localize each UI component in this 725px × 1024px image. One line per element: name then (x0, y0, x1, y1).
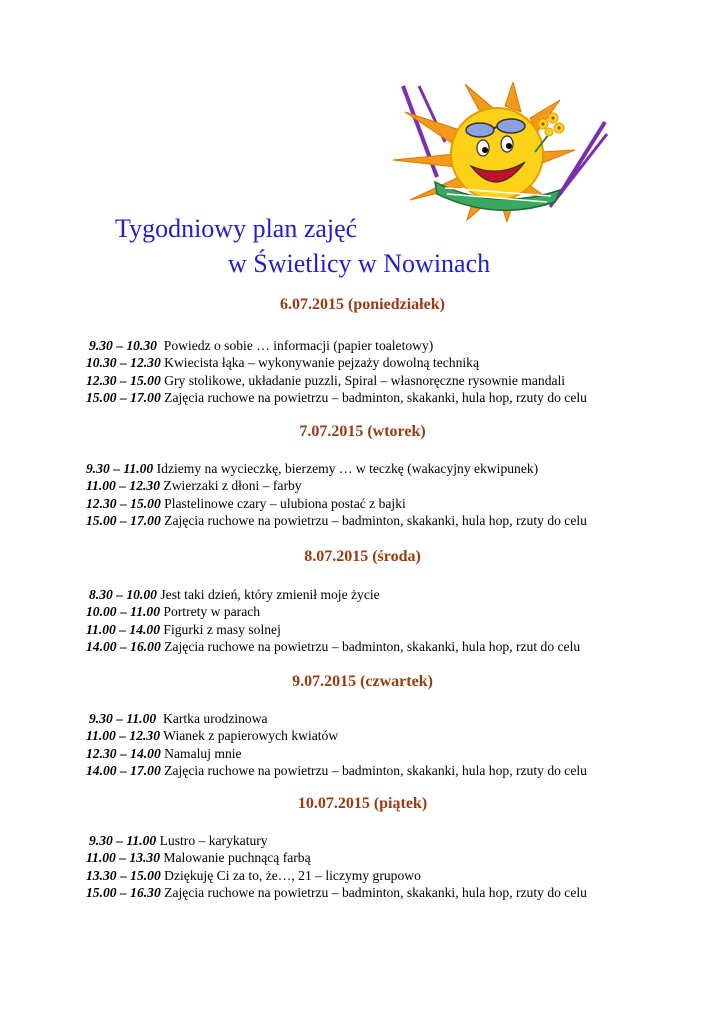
entry-time: 12.30 – 15.00 (86, 495, 161, 511)
day-schedule-friday (86, 832, 696, 902)
schedule-entry (86, 495, 696, 512)
sun-hammock-illustration (375, 82, 615, 222)
entry-time: 8.30 – 10.00 (89, 587, 157, 602)
entry-text: Zajęcia ruchowe na powietrzu – badminton, skakanki, hula hop, rzut do celu (164, 639, 581, 655)
schedule-entry (86, 884, 696, 901)
entry-time: 11.00 – 12.30 (86, 478, 161, 494)
schedule-entry (86, 710, 696, 727)
day-schedule-thursday (86, 710, 696, 780)
schedule-entry (86, 337, 696, 354)
entry-text: Zwierzaki z dłoni – farby (163, 478, 302, 494)
schedule-entry (86, 460, 696, 477)
day-schedule-wednesday (86, 586, 696, 656)
schedule-entry (86, 762, 696, 779)
schedule-entry (86, 727, 696, 744)
schedule-entry (86, 586, 696, 603)
entry-time: 15.00 – 16.30 (86, 885, 161, 901)
entry-text: Zajęcia ruchowe na powietrzu – badminton, skakanki, hula hop, rzuty do celu (164, 513, 587, 529)
entry-time: 14.00 – 17.00 (86, 763, 161, 779)
entry-text: Lustro – karykatury (159, 833, 268, 848)
entry-text: Zajęcia ruchowe na powietrzu – badminton, skakanki, hula hop, rzuty do celu (164, 390, 587, 406)
entry-time: 9.30 – 11.00 (89, 833, 157, 848)
schedule-entry (86, 372, 696, 389)
entry-text: Namaluj mnie (164, 745, 242, 761)
entry-time: 11.00 – 14.00 (86, 621, 161, 637)
schedule-entry (86, 477, 696, 494)
entry-text: Plastelinowe czary – ulubiona postać z bajki (164, 495, 406, 511)
entry-time: 11.00 – 13.30 (86, 850, 161, 866)
entry-text: Kartka urodzinowa (163, 711, 268, 726)
entry-text: Wianek z papierowych kwiatów (163, 728, 339, 744)
entry-text: Kwiecista łąka – wykonywanie pejzaży dowolną techniką (164, 355, 479, 371)
entry-time: 15.00 – 17.00 (86, 390, 161, 406)
day-heading-tuesday: 7.07.2015 (wtorek) (299, 423, 426, 440)
entry-time: 11.00 – 12.30 (86, 728, 161, 744)
entry-text: Zajęcia ruchowe na powietrzu – badminton, skakanki, hula hop, rzuty do celu (164, 763, 587, 779)
entry-time: 10.00 – 11.00 (86, 604, 161, 620)
entry-time: 12.30 – 15.00 (86, 372, 161, 388)
entry-time: 15.00 – 17.00 (86, 513, 161, 529)
entry-text: Malowanie puchnącą farbą (163, 850, 311, 866)
day-heading-friday: 10.07.2015 (piątek) (297, 795, 428, 812)
schedule-entry (86, 512, 696, 529)
schedule-entry (86, 832, 696, 849)
page-title-line-1: Tygodniowy plan zajęć (115, 214, 358, 243)
entry-text: Jest taki dzień, który zmienił moje życie (160, 587, 380, 602)
entry-time: 9.30 – 11.00 (86, 461, 154, 476)
page-title-line-2: w Świetlicy w Nowinach (228, 249, 491, 278)
entry-time: 10.30 – 12.30 (86, 355, 161, 371)
entry-text: Powiedz o sobie … informacji (papier toaletowy) (163, 338, 434, 353)
schedule-entry (86, 603, 696, 620)
schedule-entry (86, 354, 696, 371)
schedule-entry (86, 867, 696, 884)
day-schedule-tuesday (86, 460, 696, 530)
entry-time: 9.30 – 11.00 (89, 711, 157, 726)
day-heading-thursday: 9.07.2015 (czwartek) (292, 673, 433, 690)
entry-time: 9.30 – 10.30 (89, 338, 157, 353)
entry-text: Portrety w parach (163, 604, 261, 620)
schedule-entry (86, 745, 696, 762)
schedule-entry (86, 638, 696, 655)
day-heading-wednesday: 8.07.2015 (środa) (304, 548, 421, 565)
entry-text: Gry stolikowe, układanie puzzli, Spiral – własnoręczne rysownie mandali (164, 372, 566, 388)
entry-time: 12.30 – 14.00 (86, 745, 161, 761)
entry-text: Figurki z masy solnej (163, 621, 281, 637)
schedule-entry (86, 389, 696, 406)
schedule-entry (86, 849, 696, 866)
schedule-entry (86, 621, 696, 638)
entry-text: Zajęcia ruchowe na powietrzu – badminton, skakanki, hula hop, rzuty do celu (164, 885, 587, 901)
day-schedule-monday (86, 337, 696, 407)
day-heading-monday: 6.07.2015 (poniedziałek) (280, 296, 445, 313)
entry-time: 14.00 – 16.00 (86, 639, 161, 655)
entry-text: Dziękuję Ci za to, że…, 21 – liczymy grupowo (164, 867, 421, 883)
entry-time: 13.30 – 15.00 (86, 867, 161, 883)
entry-text: Idziemy na wycieczkę, bierzemy … w teczkę (wakacyjny ekwipunek) (156, 461, 539, 476)
